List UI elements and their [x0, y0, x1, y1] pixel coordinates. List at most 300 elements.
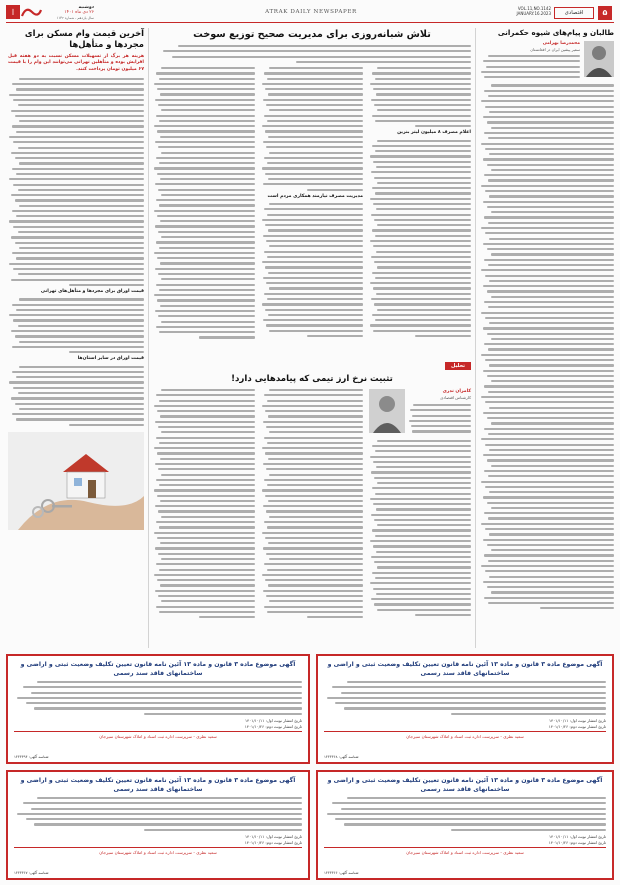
text-line — [370, 498, 471, 500]
text-line — [488, 391, 614, 393]
text-line — [264, 479, 363, 481]
text-line — [491, 591, 614, 593]
text-line — [159, 289, 255, 291]
text-line — [18, 392, 144, 394]
right-headline: طالبان و پیام‌های شیوه حکمرانی — [497, 28, 614, 37]
legal-ad — [6, 654, 310, 764]
text-line — [262, 405, 363, 407]
text-line — [487, 375, 614, 377]
column-divider — [475, 28, 476, 648]
volume: VOL.11,NO.1142 — [517, 6, 551, 11]
text-line — [376, 551, 471, 553]
text-line — [374, 177, 471, 179]
text-line — [12, 371, 144, 373]
text-line — [485, 190, 614, 192]
text-line — [373, 203, 471, 205]
text-line — [268, 584, 363, 586]
text-line — [158, 595, 255, 597]
text-line — [488, 222, 614, 224]
text-line — [156, 606, 255, 608]
house-keys-photo — [8, 432, 144, 530]
left-subhead-2: قیمت اوراق در سایر استان‌ها — [77, 356, 144, 362]
text-line — [263, 277, 363, 279]
text-line — [263, 590, 363, 592]
text-line — [262, 303, 363, 305]
ad-signer: سعید نظری - سرپرست اداره ثبت اسناد و املاک شهرستان سیرجان — [14, 847, 302, 855]
center-subhead-1: اعلام مصرف ۸ میلیون لیتر بنزین — [397, 130, 471, 136]
text-line — [265, 266, 363, 268]
text-line — [372, 445, 471, 447]
text-line — [161, 474, 255, 476]
text-line — [154, 532, 255, 534]
page-number: ۵ — [598, 6, 612, 20]
text-line — [540, 607, 614, 609]
text-line — [9, 381, 144, 383]
text-line — [376, 293, 471, 295]
text-line — [371, 471, 471, 473]
text-line — [485, 317, 614, 319]
text-line — [487, 544, 614, 546]
section-label: اقتصادی — [554, 7, 594, 19]
text-line — [26, 702, 302, 704]
text-line — [144, 829, 302, 831]
text-line — [34, 823, 302, 825]
text-line — [371, 214, 471, 216]
author-portrait — [369, 389, 405, 433]
text-line — [409, 420, 471, 422]
atrak-logo — [6, 4, 42, 20]
masthead-rule — [6, 22, 614, 23]
text-line — [262, 219, 363, 221]
text-line — [15, 157, 144, 159]
text-line — [157, 215, 255, 217]
column-divider — [148, 28, 149, 648]
text-line — [327, 697, 606, 699]
text-line — [12, 83, 144, 85]
text-line — [376, 508, 471, 510]
text-line — [264, 437, 363, 439]
text-line — [375, 493, 471, 495]
text-line — [156, 521, 255, 523]
text-line — [69, 424, 144, 426]
text-line — [157, 173, 255, 175]
text-line — [377, 67, 471, 69]
text-line — [327, 813, 606, 815]
text-line — [161, 278, 255, 280]
text-line — [372, 145, 471, 147]
text-line — [484, 385, 614, 387]
text-line — [269, 245, 363, 247]
text-line — [372, 229, 471, 231]
text-line — [157, 257, 255, 259]
text-line — [374, 603, 471, 605]
text-line — [375, 192, 471, 194]
text-line — [481, 523, 614, 525]
text-line — [415, 125, 471, 127]
text-line — [156, 479, 255, 481]
text-line — [374, 561, 471, 563]
text-line — [370, 582, 471, 584]
text-line — [488, 433, 614, 435]
text-line — [16, 309, 144, 311]
text-line — [485, 570, 614, 572]
text-line — [485, 275, 614, 277]
text-line — [371, 99, 471, 101]
text-line — [159, 331, 255, 333]
text-line — [16, 257, 144, 259]
text-line — [370, 83, 471, 85]
legal-ad — [316, 770, 614, 880]
text-line — [267, 484, 363, 486]
text-line — [481, 438, 614, 440]
text-line — [268, 500, 363, 502]
text-line — [269, 152, 363, 154]
text-line — [488, 348, 614, 350]
center-article — [153, 28, 471, 358]
text-line — [155, 183, 255, 185]
text-line — [264, 563, 363, 565]
text-line — [157, 579, 255, 581]
text-line — [483, 201, 614, 203]
text-line — [483, 370, 614, 372]
text-line — [9, 314, 144, 316]
text-line — [483, 412, 614, 414]
text-line — [263, 505, 363, 507]
text-line — [265, 537, 363, 539]
text-line — [267, 256, 363, 258]
text-line — [481, 269, 614, 271]
text-line — [262, 447, 363, 449]
center-headline: تلاش شبانه‌روزی برای مدیریت صحیح توزیع سوخت — [193, 29, 431, 40]
text-line — [12, 252, 144, 254]
text-line — [267, 611, 363, 613]
text-line — [13, 141, 144, 143]
text-line — [267, 120, 363, 122]
text-line — [265, 224, 363, 226]
text-line — [157, 88, 255, 90]
text-line — [415, 614, 471, 616]
text-line — [160, 305, 255, 307]
text-line — [489, 407, 614, 409]
text-line — [17, 813, 302, 815]
text-line — [19, 120, 144, 122]
text-line — [13, 99, 144, 101]
text-line — [371, 514, 471, 516]
text-line — [13, 319, 144, 321]
text-line — [9, 178, 144, 180]
text-line — [376, 166, 471, 168]
text-line — [262, 574, 363, 576]
text-line — [373, 588, 471, 590]
text-line — [154, 210, 255, 212]
text-line — [374, 477, 471, 479]
ads-area — [6, 654, 614, 880]
text-line — [155, 225, 255, 227]
ad-code: شناسه آگهی: ۱۴۴۳۳۶۶ — [324, 871, 359, 875]
text-line — [485, 148, 614, 150]
text-line — [413, 404, 471, 406]
text-line — [161, 109, 255, 111]
text-line — [307, 189, 363, 191]
text-line — [266, 510, 363, 512]
text-line — [263, 421, 363, 423]
date-persian: ۲۶ دی ماه ۱۴۰۱ — [64, 10, 94, 16]
text-line — [266, 104, 363, 106]
text-line — [347, 681, 606, 683]
text-line — [266, 324, 363, 326]
text-line — [487, 502, 614, 504]
text-line — [489, 322, 614, 324]
text-line — [155, 310, 255, 312]
text-line — [15, 335, 144, 337]
text-line — [373, 161, 471, 163]
text-line — [263, 141, 363, 143]
text-line — [483, 539, 614, 541]
text-line — [377, 109, 471, 111]
analysis-headline: تثبیت نرخ ارز تیمی که پیامدهایی دارد! — [231, 374, 393, 384]
text-line — [262, 261, 363, 263]
text-line — [156, 326, 255, 328]
right-author-role: سفیر پیشین ایران در افغانستان — [530, 47, 580, 52]
text-line — [371, 171, 471, 173]
text-line — [199, 336, 255, 338]
text-line — [410, 409, 471, 411]
left-headline: آخرین قیمت وام مسکن برای مجردها و متأهل‌ها — [24, 28, 144, 49]
text-line — [483, 581, 614, 583]
text-line — [487, 164, 614, 166]
text-line — [484, 174, 614, 176]
text-line — [488, 55, 580, 57]
text-line — [11, 194, 144, 196]
text-line — [487, 417, 614, 419]
text-line — [11, 397, 144, 399]
text-line — [157, 130, 255, 132]
text-line — [488, 137, 614, 139]
text-line — [265, 579, 363, 581]
text-line — [377, 524, 471, 526]
text-line — [268, 229, 363, 231]
text-line — [157, 537, 255, 539]
text-line — [12, 413, 144, 415]
analysis-section — [153, 362, 471, 648]
text-line — [451, 829, 606, 831]
text-line — [12, 168, 144, 170]
text-line — [155, 590, 255, 592]
text-line — [491, 380, 614, 382]
text-line — [489, 449, 614, 451]
text-line — [491, 465, 614, 467]
ad-code: شناسه آگهی: ۱۴۴۳۳۶۷ — [14, 871, 49, 875]
text-line — [69, 284, 144, 286]
text-line — [372, 72, 471, 74]
text-line — [341, 692, 606, 694]
text-line — [374, 261, 471, 263]
text-line — [269, 330, 363, 332]
text-line — [9, 220, 144, 222]
text-line — [155, 141, 255, 143]
text-line — [487, 586, 614, 588]
text-line — [483, 327, 614, 329]
text-line — [488, 306, 614, 308]
text-line — [488, 560, 614, 562]
text-line — [269, 516, 363, 518]
text-line — [485, 444, 614, 446]
text-line — [13, 184, 144, 186]
author-name: کامران ندری — [442, 389, 471, 394]
ad-signer: سعید نظری - سرپرست اداره ثبت اسناد و املاک شهرستان سیرجان — [324, 731, 606, 739]
text-line — [485, 528, 614, 530]
text-line — [157, 299, 255, 301]
text-line — [375, 319, 471, 321]
text-line — [158, 553, 255, 555]
text-line — [262, 83, 363, 85]
text-line — [158, 315, 255, 317]
text-line — [483, 243, 614, 245]
text-line — [264, 72, 363, 74]
text-line — [26, 818, 302, 820]
text-line — [178, 45, 471, 47]
text-line — [488, 602, 614, 604]
text-line — [488, 264, 614, 266]
text-line — [377, 440, 471, 442]
text-line — [16, 376, 144, 378]
text-line — [485, 486, 614, 488]
text-line — [160, 584, 255, 586]
right-column — [480, 28, 614, 648]
text-line — [376, 466, 471, 468]
text-line — [487, 290, 614, 292]
text-line — [15, 403, 144, 405]
ad-second-pub: تاریخ انتشار نوبت دوم: ۱۴۰۱/۱۰/۲۶ — [548, 723, 606, 729]
text-line — [481, 565, 614, 567]
text-line — [159, 247, 255, 249]
text-line — [266, 553, 363, 555]
text-line — [487, 121, 614, 123]
text-line — [489, 491, 614, 493]
ad-second-pub: تاریخ انتشار نوبت دوم: ۱۴۰۱/۱۰/۲۶ — [244, 839, 302, 845]
text-line — [335, 818, 606, 820]
text-line — [161, 600, 255, 602]
text-line — [485, 232, 614, 234]
text-line — [19, 408, 144, 410]
text-line — [484, 343, 614, 345]
text-line — [268, 542, 363, 544]
text-line — [377, 309, 471, 311]
text-line — [265, 309, 363, 311]
date-english: JANUARY.16.2023 — [516, 11, 551, 17]
right-author-name: محمدرضا بهرامی — [542, 41, 580, 46]
ad-title: آگهی موضوع ماده ۳ قانون و ماده ۱۳ آئین نامه قانون تعیین تکلیف وضعیت ثبتی و اراضی و ساختمانهای فاقد سند رسمی — [20, 777, 296, 793]
text-line — [16, 215, 144, 217]
text-line — [156, 284, 255, 286]
text-line — [489, 280, 614, 282]
text-line — [158, 189, 255, 191]
text-line — [491, 338, 614, 340]
issue-number: سال یازدهم ، شماره ۱۱۴۲ — [56, 15, 94, 20]
text-line — [265, 88, 363, 90]
text-line — [376, 251, 471, 253]
ad-first-pub: تاریخ انتشار نوبت اول: ۱۴۰۱/۱۰/۱۱ — [549, 833, 606, 839]
text-line — [263, 319, 363, 321]
text-line — [269, 558, 363, 560]
text-line — [161, 194, 255, 196]
text-line — [265, 130, 363, 132]
text-line — [372, 487, 471, 489]
text-line — [373, 545, 471, 547]
ad-first-pub: تاریخ انتشار نوبت اول: ۱۴۰۱/۱۰/۱۱ — [245, 833, 302, 839]
text-line — [491, 253, 614, 255]
text-line — [154, 125, 255, 127]
text-line — [156, 199, 255, 201]
ad-title: آگهی موضوع ماده ۳ قانون و ماده ۱۳ آئین نامه قانون تعیین تکلیف وضعیت ثبتی و اراضی و ساختمانهای فاقد سند رسمی — [20, 661, 296, 677]
text-line — [18, 189, 144, 191]
text-line — [374, 219, 471, 221]
text-line — [265, 452, 363, 454]
text-line — [264, 293, 363, 295]
text-line — [269, 431, 363, 433]
text-line — [484, 554, 614, 556]
text-line — [9, 263, 144, 265]
text-line — [481, 143, 614, 145]
text-line — [268, 458, 363, 460]
text-line — [491, 507, 614, 509]
text-line — [159, 526, 255, 528]
text-line — [156, 394, 255, 396]
text-line — [268, 415, 363, 417]
text-line — [268, 314, 363, 316]
text-line — [411, 425, 471, 427]
text-line — [344, 707, 606, 709]
text-line — [19, 341, 144, 343]
date-weekday: دوشنبه — [78, 5, 94, 10]
text-line — [12, 304, 144, 306]
ad-second-pub: تاریخ انتشار نوبت دوم: ۱۴۰۱/۱۰/۲۶ — [548, 839, 606, 845]
text-line — [19, 366, 144, 368]
text-line — [370, 456, 471, 458]
text-line — [263, 235, 363, 237]
ad-first-pub: تاریخ انتشار نوبت اول: ۱۴۰۱/۱۰/۱۱ — [245, 717, 302, 723]
text-line — [158, 104, 255, 106]
text-line — [161, 431, 255, 433]
ad-code: شناسه آگهی: ۱۴۴۳۳۹۴ — [14, 755, 49, 759]
text-line — [264, 208, 363, 210]
text-line — [266, 282, 363, 284]
text-line — [412, 415, 471, 417]
text-line — [372, 314, 471, 316]
text-line — [15, 115, 144, 117]
text-line — [370, 198, 471, 200]
ad-code: شناسه آگهی: ۱۴۴۳۳۶۸ — [324, 755, 359, 759]
text-line — [307, 616, 363, 618]
text-line — [163, 50, 471, 52]
text-line — [483, 158, 614, 160]
text-line — [159, 120, 255, 122]
text-line — [375, 277, 471, 279]
text-line — [373, 503, 471, 505]
text-line — [161, 516, 255, 518]
text-line — [484, 216, 614, 218]
text-line — [269, 474, 363, 476]
text-line — [158, 426, 255, 428]
text-line — [159, 442, 255, 444]
ad-second-pub: تاریخ انتشار نوبت دوم: ۱۴۰۱/۱۰/۲۶ — [244, 723, 302, 729]
text-line — [375, 120, 471, 122]
text-line — [347, 797, 606, 799]
ad-signer: سعید نظری - سرپرست اداره ثبت اسناد و املاک شهرستان سیرجان — [324, 847, 606, 855]
ad-first-pub: تاریخ انتشار نوبت اول: ۱۴۰۱/۱۰/۱۱ — [549, 717, 606, 723]
text-line — [486, 66, 580, 68]
text-line — [267, 442, 363, 444]
